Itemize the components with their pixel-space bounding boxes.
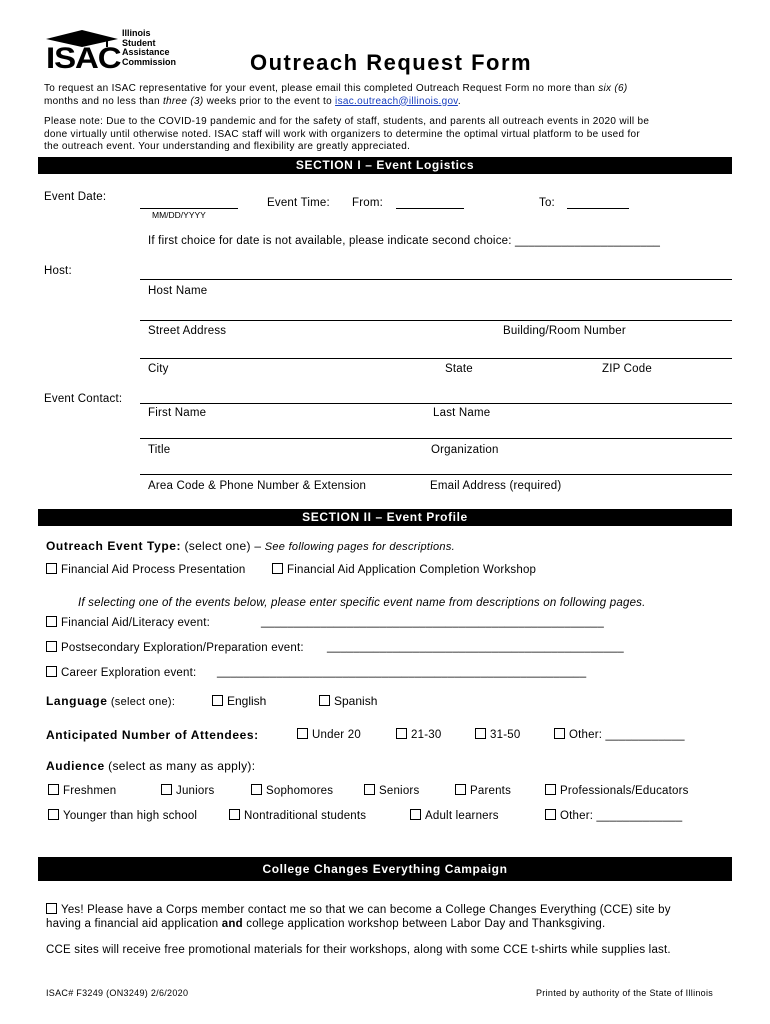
option-application-workshop[interactable]: Financial Aid Application Completion Workshop (272, 563, 536, 576)
event-date-label: Event Date: (44, 191, 107, 203)
language-row: Language (select one): (46, 694, 176, 708)
audience-sophomores[interactable]: Sophomores (251, 784, 333, 797)
host-name-label: Host Name (148, 285, 208, 297)
checkbox[interactable] (161, 784, 172, 795)
zip-label: ZIP Code (602, 363, 652, 375)
contact-name-field[interactable] (140, 403, 732, 404)
checkbox[interactable] (475, 728, 486, 739)
checkbox[interactable] (46, 641, 57, 652)
literacy-event-name-field[interactable]: ____________________________________________________ (261, 616, 604, 628)
date-format-hint: MM/DD/YYYY (152, 210, 206, 220)
cce-free-materials: CCE sites will receive free promotional materials for their workshops, along with some CCE t-shirts while supplies last. (46, 944, 671, 956)
checkbox[interactable] (272, 563, 283, 574)
audience-other[interactable]: Other: _____________ (545, 809, 682, 822)
logo-line2: Student (122, 37, 156, 48)
audience-professionals[interactable]: Professionals/Educators (545, 784, 689, 797)
cce-yes-option[interactable]: Yes! Please have a Corps member contact me so that we can become a College Changes Everything (CCE) site by (46, 903, 671, 916)
audience-adult-learners[interactable]: Adult learners (410, 809, 499, 822)
building-room-label: Building/Room Number (503, 325, 626, 337)
checkbox[interactable] (229, 809, 240, 820)
section1-header: SECTION I – Event Logistics (38, 157, 732, 174)
intro-paragraph: To request an ISAC representative for your event, please email this completed Outreach Request Form no more than six (6) months and no less than three (3) weeks prior to the event to isac.outreach@illinois.gov. (44, 83, 628, 107)
cce-header: College Changes Everything Campaign (38, 857, 732, 881)
checkbox[interactable] (545, 809, 556, 820)
language-english[interactable]: English (212, 694, 266, 708)
from-label: From: (352, 197, 384, 209)
event-date-field[interactable] (140, 208, 238, 209)
career-event-name-field[interactable]: ________________________________________________________ (217, 666, 587, 678)
postsecondary-event-name-field[interactable]: _____________________________________________ (327, 641, 624, 653)
host-label: Host: (44, 265, 72, 277)
attendees-under-20[interactable]: Under 20 (297, 728, 361, 741)
host-name-field[interactable] (140, 279, 732, 280)
checkbox[interactable] (297, 728, 308, 739)
last-name-label: Last Name (433, 407, 491, 419)
city-state-zip-field[interactable] (140, 358, 732, 359)
title-org-field[interactable] (140, 438, 732, 439)
street-address-label: Street Address (148, 325, 227, 337)
language-spanish[interactable]: Spanish (319, 694, 377, 708)
outreach-email-link[interactable]: isac.outreach@illinois.gov (335, 95, 458, 107)
email-required-label: Email Address (required) (430, 480, 562, 492)
audience-nontraditional[interactable]: Nontraditional students (229, 809, 366, 822)
time-from-field[interactable] (396, 208, 464, 209)
attendees-21-30[interactable]: 21-30 (396, 728, 441, 741)
logo-line1: Illinois (122, 28, 151, 38)
state-label: State (445, 363, 473, 375)
page-title: Outreach Request Form (250, 50, 533, 75)
checkbox[interactable] (46, 903, 57, 914)
checkbox[interactable] (410, 809, 421, 820)
covid-note: Please note: Due to the COVID-19 pandemic and for the safety of staff, students, and parents all outreach events in 2020 will be done virtually until otherwise noted. ISAC staff will work with organizers to determine the optimal virtual platform to be used for the outreach event. Your understanding and flexibility are greatly appreciated. (44, 116, 650, 152)
checkbox[interactable] (364, 784, 375, 795)
specific-event-note: If selecting one of the events below, please enter specific event name from descriptions on following pages. (78, 597, 646, 609)
audience-row: Audience (select as many as apply): (46, 759, 256, 773)
attendees-other[interactable]: Other: ____________ (554, 728, 685, 741)
section2-header: SECTION II – Event Profile (38, 509, 732, 526)
cce-yes-line2: having a financial aid application and college application workshop between Labor Day and Thanksgiving. (46, 918, 606, 930)
checkbox[interactable] (46, 666, 57, 677)
printed-by: Printed by authority of the State of Illinois (536, 988, 714, 998)
option-postsecondary-event[interactable]: Postsecondary Exploration/Preparation event: (46, 641, 304, 654)
checkbox[interactable] (251, 784, 262, 795)
attendees-31-50[interactable]: 31-50 (475, 728, 520, 741)
checkbox[interactable] (554, 728, 565, 739)
form-id: ISAC# F3249 (ON3249) 2/6/2020 (46, 988, 189, 998)
event-type-row: Outreach Event Type: (select one) – See following pages for descriptions. (46, 539, 455, 553)
isac-logo (44, 30, 184, 74)
option-career-event[interactable]: Career Exploration event: (46, 666, 196, 679)
first-name-label: First Name (148, 407, 207, 419)
attendees-label: Anticipated Number of Attendees: (46, 728, 259, 742)
organization-label: Organization (431, 444, 499, 456)
audience-parents[interactable]: Parents (455, 784, 511, 797)
phone-label: Area Code & Phone Number & Extension (148, 480, 367, 492)
checkbox[interactable] (48, 809, 59, 820)
logo-line4: Commission (122, 56, 177, 67)
audience-freshmen[interactable]: Freshmen (48, 784, 116, 797)
audience-younger[interactable]: Younger than high school (48, 809, 197, 822)
logo-abbr: ISAC (46, 42, 121, 75)
checkbox[interactable] (455, 784, 466, 795)
audience-seniors[interactable]: Seniors (364, 784, 419, 797)
event-time-label: Event Time: (267, 197, 330, 209)
second-choice-date[interactable]: If first choice for date is not available, please indicate second choice: ______________________ (148, 235, 661, 247)
option-literacy-event[interactable]: Financial Aid/Literacy event: (46, 616, 210, 629)
checkbox[interactable] (48, 784, 59, 795)
checkbox[interactable] (319, 695, 330, 706)
city-label: City (148, 363, 169, 375)
checkbox[interactable] (46, 616, 57, 627)
time-to-field[interactable] (567, 208, 629, 209)
checkbox[interactable] (212, 695, 223, 706)
checkbox[interactable] (46, 563, 57, 574)
to-label: To: (539, 197, 555, 209)
event-contact-label: Event Contact: (44, 393, 123, 405)
phone-email-field[interactable] (140, 474, 732, 475)
checkbox[interactable] (396, 728, 407, 739)
checkbox[interactable] (545, 784, 556, 795)
title-label: Title (148, 444, 171, 456)
audience-juniors[interactable]: Juniors (161, 784, 214, 797)
logo-line3: Assistance (122, 47, 170, 57)
street-address-field[interactable] (140, 320, 732, 321)
option-financial-aid-process[interactable]: Financial Aid Process Presentation (46, 563, 246, 576)
